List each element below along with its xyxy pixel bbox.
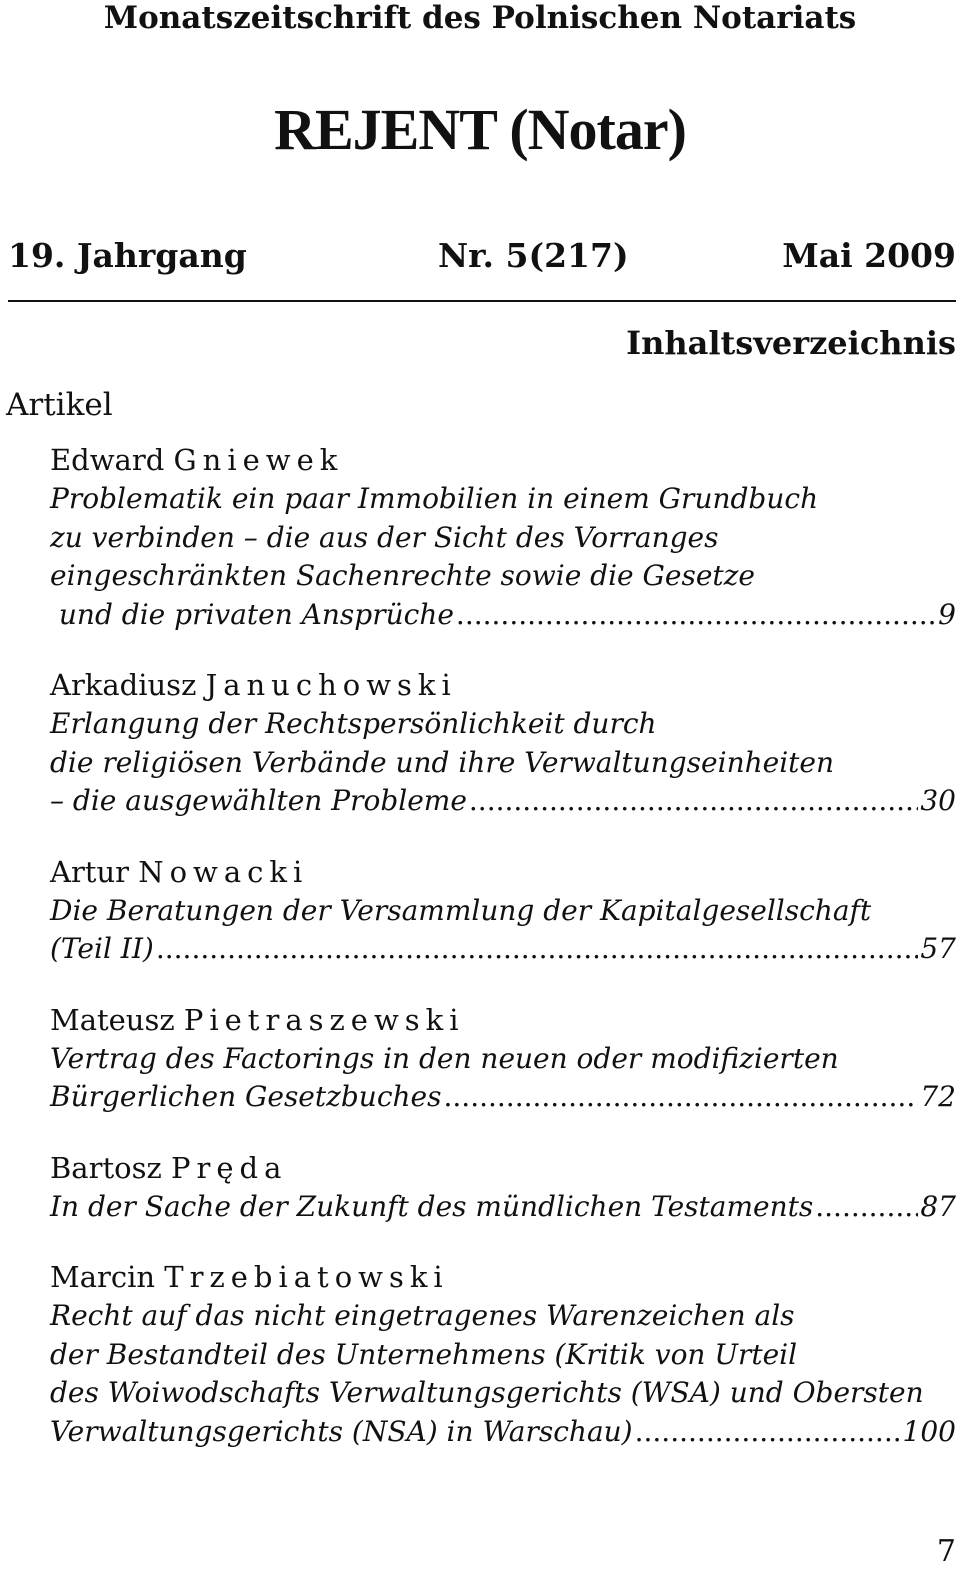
entry-title-line (50, 596, 956, 635)
entry-author (50, 1148, 956, 1188)
entry-title-line (50, 480, 956, 519)
entry-title-text: Bürgerlichen Gesetzbuches (50, 1080, 442, 1113)
author-surname: Pietraszewski (183, 1002, 465, 1037)
entry-title-line (50, 1374, 956, 1413)
entry-title-text: eingeschränkten Sachenrechte sowie die Gesetze (50, 559, 755, 592)
author-first-name: Bartosz (50, 1150, 162, 1185)
leader-dots (456, 596, 936, 635)
issue-year: 19. Jahrgang (8, 236, 247, 275)
entry-title-text: Verwaltungsgerichts (NSA) in Warschau) (50, 1414, 633, 1448)
entry-author (50, 1000, 956, 1040)
entry-title-text: die religiösen Verbände und ihre Verwaltungseinheiten (50, 745, 835, 779)
entry-page-number: 100 (902, 1414, 956, 1448)
author-first-name: Mateusz (50, 1002, 175, 1037)
author-surname: Trzebiatowski (164, 1260, 449, 1294)
toc-entry (50, 1148, 956, 1227)
entry-title-line (50, 930, 956, 969)
toc-entry (50, 1257, 956, 1451)
issue-date: Mai 2009 (782, 236, 956, 275)
section-label: Artikel (6, 387, 113, 423)
entry-title-line (50, 705, 956, 744)
leader-dots (444, 1078, 919, 1117)
journal-subtitle: Monatszeitschrift des Polnischen Notariats (103, 0, 857, 36)
journal-title: REJENT (Notar) (274, 97, 686, 162)
author-surname: Gniewek (173, 443, 344, 477)
author-surname: Pręda (170, 1150, 288, 1185)
entry-title-text: Recht auf das nicht eingetragenes Warenzeichen als (50, 1299, 795, 1332)
entry-title-line (50, 892, 956, 931)
entry-author (50, 1257, 956, 1297)
author-first-name: Artur (50, 854, 129, 889)
toc-entry (50, 665, 956, 821)
entry-page-number: 57 (920, 932, 956, 965)
issue-info-row (8, 236, 956, 280)
entry-title-text: Vertrag des Factorings in den neuen oder modifizierten (50, 1041, 839, 1075)
entry-title-text: Problematik ein paar Immobilien in einem Grundbuch (50, 482, 819, 515)
entry-author (50, 852, 956, 892)
entry-title-line (50, 744, 956, 783)
entry-title-line (50, 557, 956, 596)
entry-title-text: zu verbinden – die aus der Sicht des Vorranges (50, 520, 719, 554)
entry-title-text: Erlangung der Rechtspersönlichkeit durch (50, 707, 657, 740)
entry-title-line (50, 519, 956, 558)
entry-title-text: – die ausgewählten Probleme (50, 784, 467, 817)
entry-page-number: 87 (920, 1189, 956, 1223)
entry-title-line (50, 1078, 956, 1117)
leader-dots (156, 930, 919, 969)
entry-title-line (50, 1336, 956, 1375)
page-number: 7 (936, 1534, 956, 1569)
entry-title-text: Die Beratungen der Versammlung der Kapitalgesellschaft (50, 893, 872, 927)
toc-heading: Inhaltsverzeichnis (626, 324, 956, 362)
author-first-name: Edward (50, 443, 165, 477)
entry-title-line (50, 1297, 956, 1336)
author-first-name: Arkadiusz (50, 668, 197, 702)
entry-title-line (50, 1188, 956, 1227)
toc-entry (50, 440, 956, 634)
header-divider (8, 300, 956, 302)
author-first-name: Marcin (50, 1260, 156, 1294)
toc-entries (50, 440, 956, 1482)
toc-entry (50, 1000, 956, 1117)
entry-page-number: 72 (920, 1080, 956, 1113)
entry-author (50, 665, 956, 705)
entry-page-number: 9 (938, 597, 956, 631)
entry-title-line (50, 782, 956, 821)
entry-title-text: des Woiwodschafts Verwaltungsgerichts (WSA) und Obersten (50, 1376, 924, 1409)
toc-entry (50, 852, 956, 969)
entry-title-line (50, 1413, 956, 1452)
issue-number: Nr. 5(217) (438, 236, 629, 275)
entry-title-text: der Bestandteil des Unternehmens (Kritik von Urteil (50, 1337, 798, 1371)
leader-dots (635, 1413, 901, 1452)
entry-title-text: und die privaten Ansprüche (50, 597, 454, 631)
entry-title-text: (Teil II) (50, 932, 154, 965)
author-surname: Nowacki (138, 854, 309, 889)
entry-author (50, 440, 956, 480)
leader-dots (469, 782, 918, 821)
entry-title-line (50, 1040, 956, 1079)
entry-title-text: In der Sache der Zukunft des mündlichen Testaments (50, 1189, 814, 1223)
author-surname: Januchowski (205, 668, 457, 702)
entry-page-number: 30 (920, 784, 956, 817)
leader-dots (815, 1188, 918, 1227)
